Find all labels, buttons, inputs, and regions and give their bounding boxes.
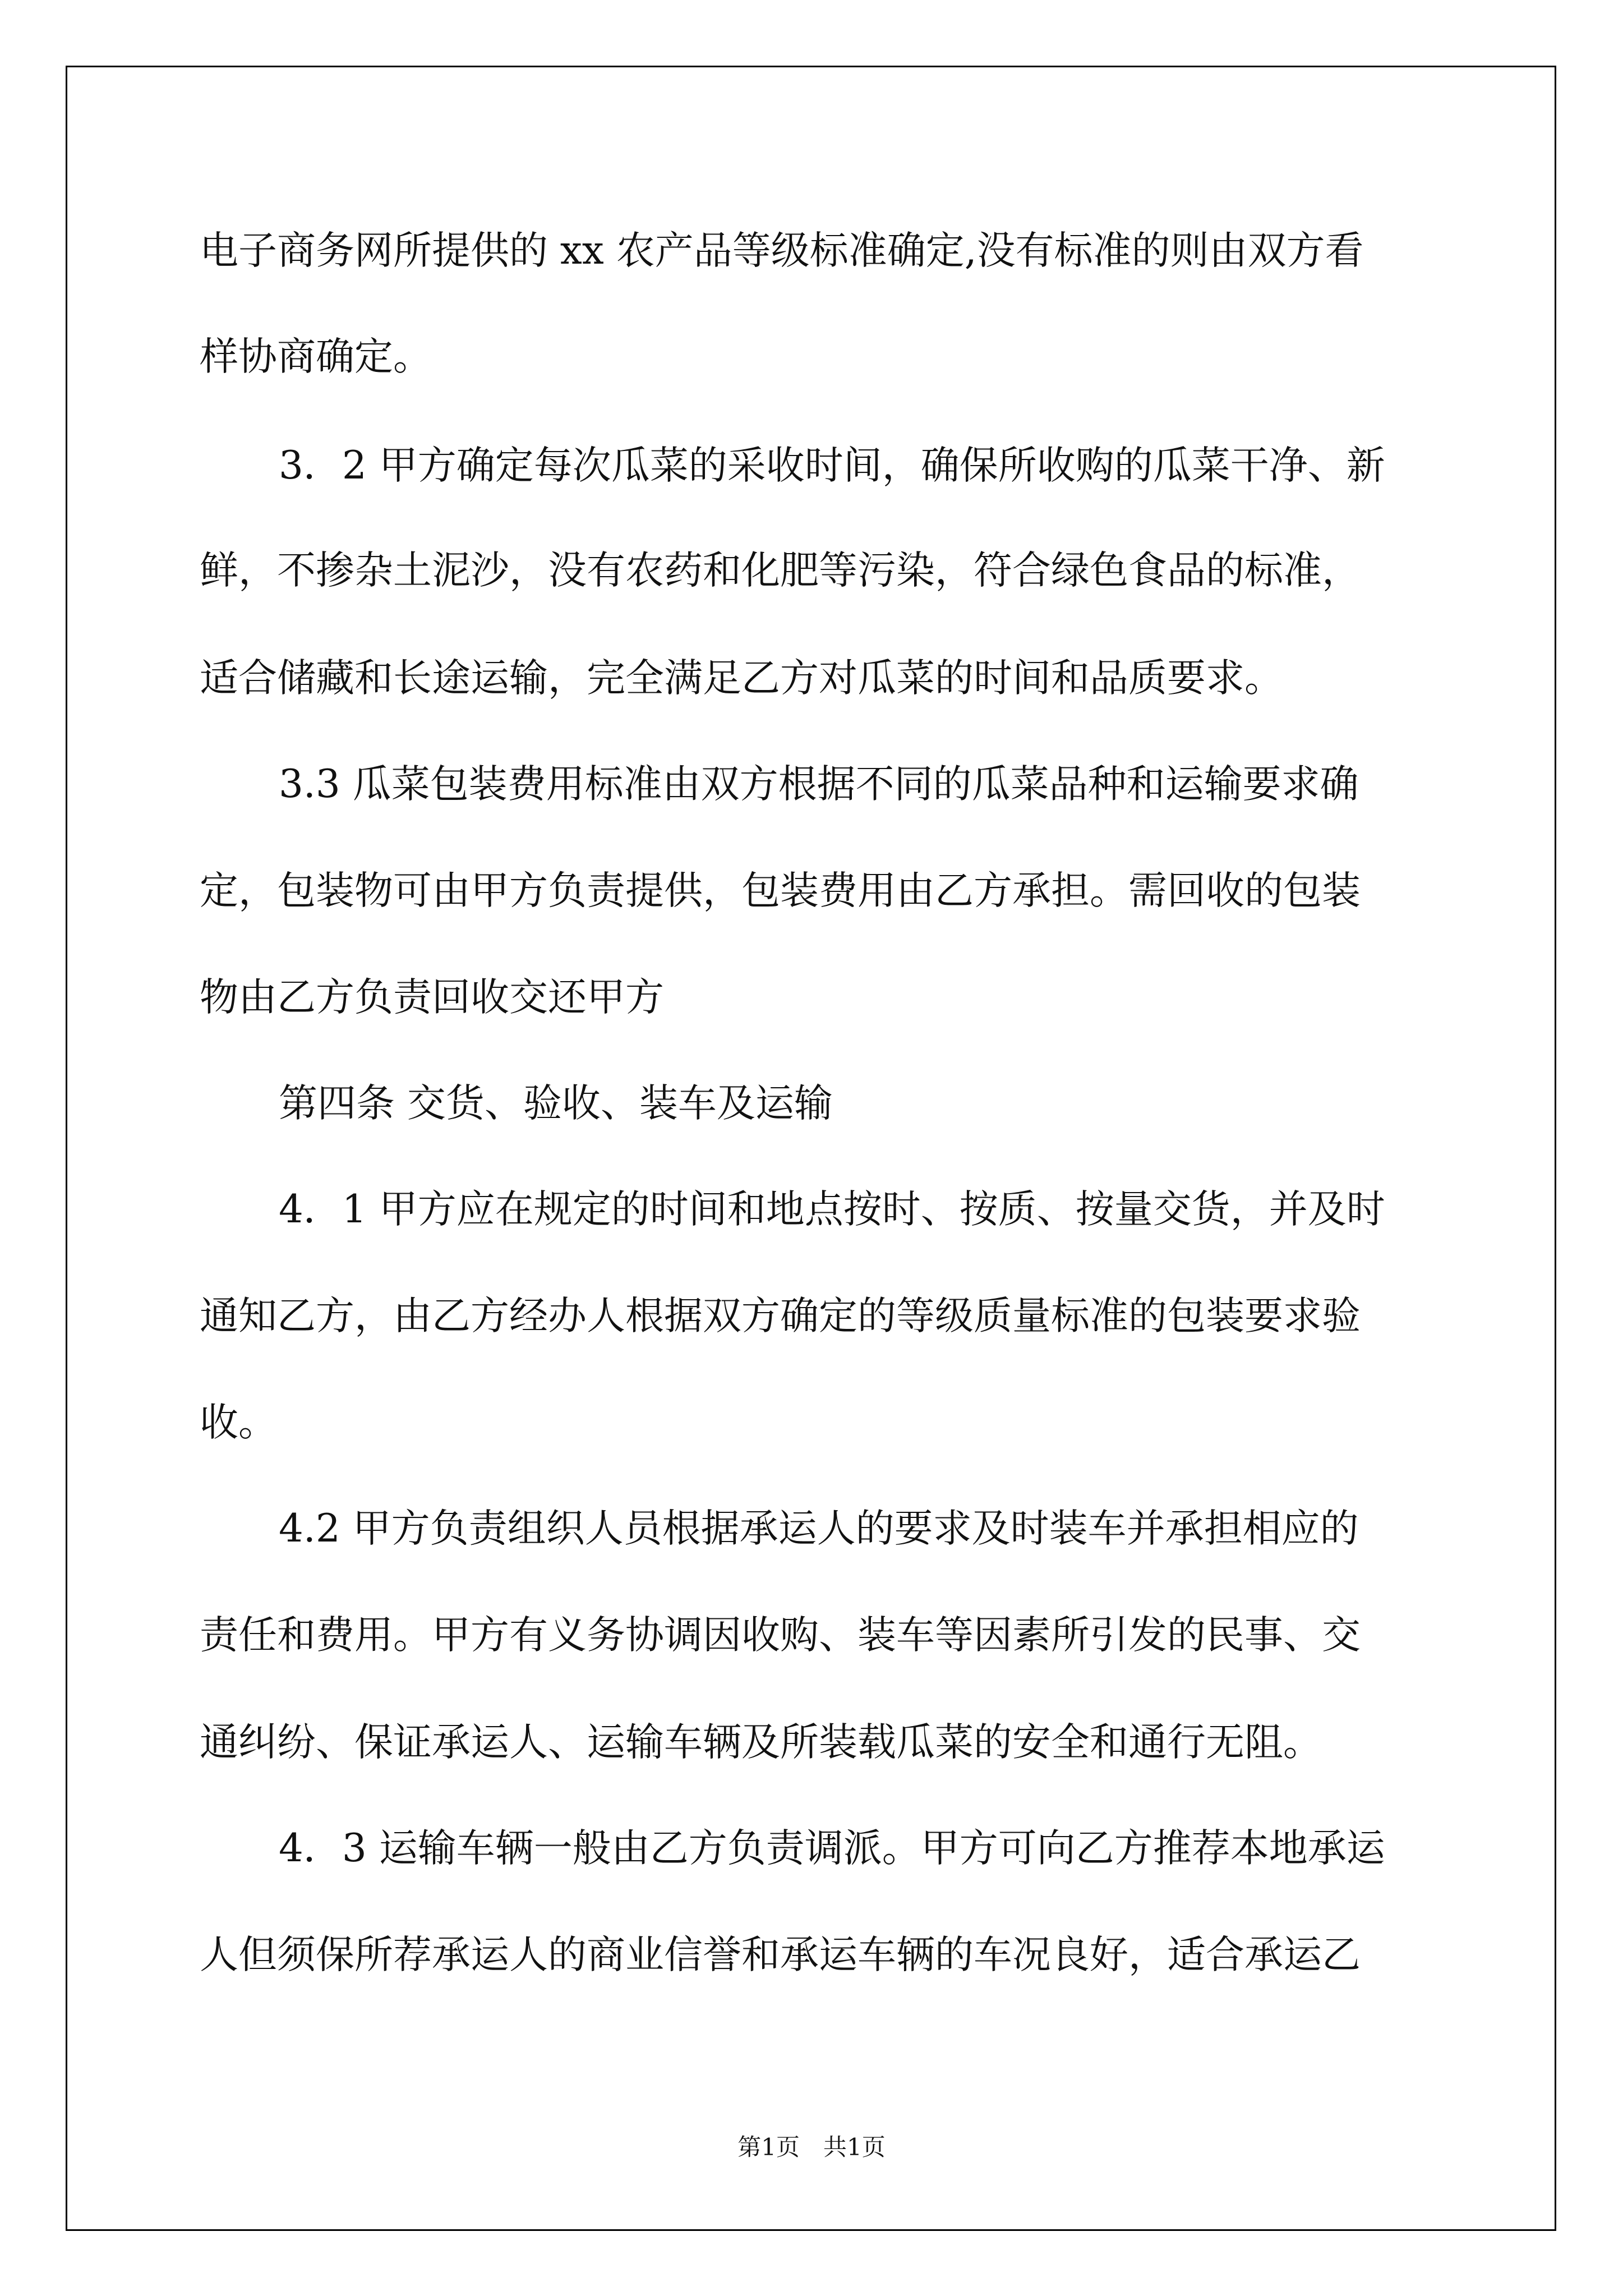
text-line: 4．1 甲方应在规定的时间和地点按时、按质、按量交货，并及时 (279, 1187, 1385, 1232)
text-line: 通知乙方，由乙方经办人根据双方确定的等级质量标准的包装要求验 (200, 1294, 1361, 1338)
text-line: 物由乙方负责回收交还甲方 (200, 975, 664, 1020)
text-line: 电子商务网所提供的 xx 农产品等级标准确定,没有标准的则由双方看 (200, 228, 1364, 273)
text-line: 4.2 甲方负责组织人员根据承运人的要求及时装车并承担相应的 (279, 1506, 1359, 1551)
text-line: 3.3 瓜菜包装费用标准由双方根据不同的瓜菜品种和运输要求确 (279, 762, 1359, 807)
page-footer: 第1页 共1页 (737, 2133, 886, 2161)
page-border (66, 66, 1556, 2231)
text-line: 鲜，不掺杂土泥沙，没有农药和化肥等污染，符合绿色食品的标准， (200, 548, 1361, 593)
text-line: 定，包装物可由甲方负责提供，包装费用由乙方承担。需回收的包装 (200, 868, 1361, 913)
text-line: 责任和费用。甲方有义务协调因收购、装车等因素所引发的民事、交 (200, 1613, 1361, 1658)
text-line: 样协商确定。 (200, 334, 432, 379)
text-line: 通纠纷、保证承运人、运输车辆及所装载瓜菜的安全和通行无阻。 (200, 1720, 1322, 1765)
text-line: 适合储藏和长途运输，完全满足乙方对瓜菜的时间和品质要求。 (200, 656, 1283, 701)
text-line: 人但须保所荐承运人的商业信誉和承运车辆的车况良好，适合承运乙 (200, 1932, 1361, 1977)
text-line: 3．2 甲方确定每次瓜菜的采收时间，确保所收购的瓜菜干净、新 (279, 443, 1385, 488)
text-line: 4．3 运输车辆一般由乙方负责调派。甲方可向乙方推荐本地承运 (279, 1826, 1385, 1871)
text-line: 收。 (200, 1400, 277, 1445)
section-heading: 第四条 交货、验收、装车及运输 (279, 1081, 833, 1126)
